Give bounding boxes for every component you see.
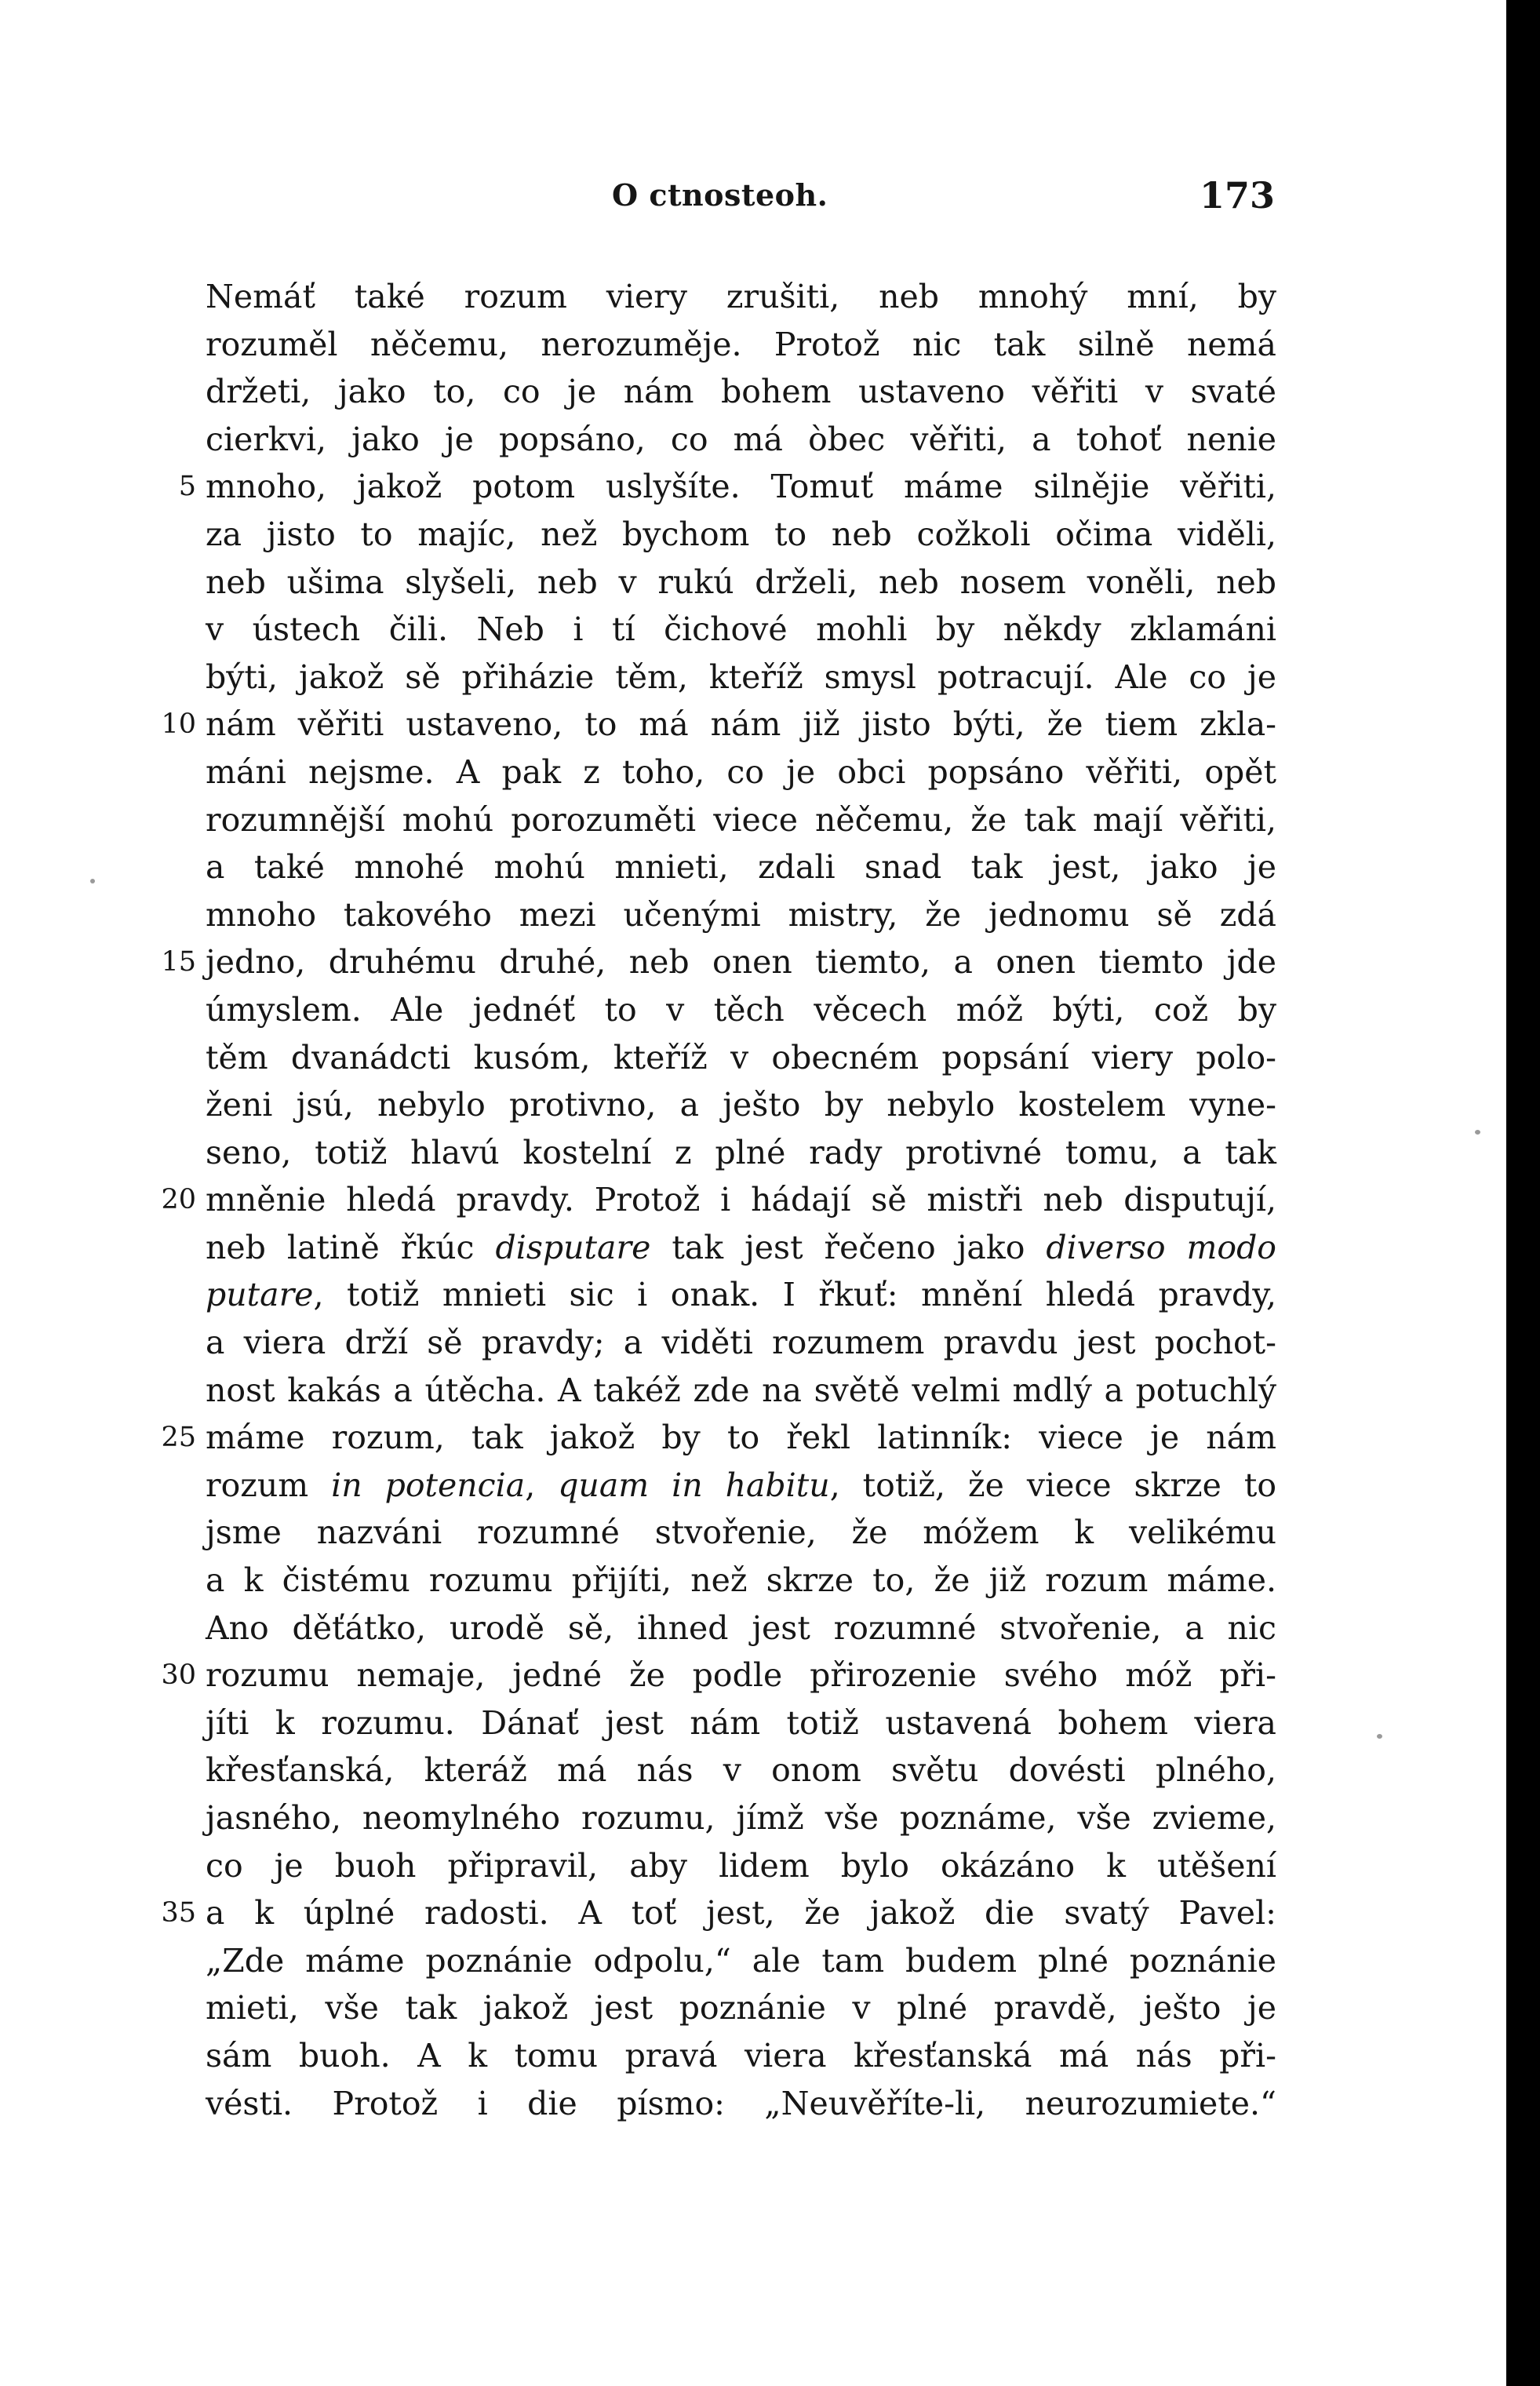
scan-speck <box>1475 1130 1480 1135</box>
text-line <box>206 1605 1276 1652</box>
text-segment: rozuměl něčemu, nerozumějе. Protož nic tak silně nemá <box>206 325 1276 363</box>
italic-segment: disputare <box>495 1228 651 1266</box>
text-segment: v ústech čili. Neb i tí čichové mohli by někdy zklamáni <box>206 610 1276 649</box>
line-text <box>206 1509 1276 1556</box>
text-segment: neb latině řkúc <box>206 1228 496 1266</box>
scan-speck <box>1377 1734 1382 1739</box>
line-text <box>206 2032 1276 2079</box>
text-segment: ženi jsú, nebylo protivno, a ješto by nebylo kostelem vyne- <box>206 1086 1276 1124</box>
line-text <box>206 1557 1276 1604</box>
text-segment: sám buoh. A k tomu pravá viera křesťanská má nás při- <box>206 2036 1276 2075</box>
text-segment: jsme nazváni rozumné stvořenie, že móžem k velikému <box>206 1514 1276 1552</box>
line-text <box>206 654 1276 701</box>
line-text <box>206 701 1276 748</box>
running-title: O ctnosteoh. <box>612 177 828 213</box>
text-line <box>206 1462 1276 1510</box>
text-segment: nám věřiti ustaveno, to má nám již jisto býti, že tiem zkla- <box>206 705 1276 744</box>
line-text <box>206 1081 1276 1128</box>
text-line <box>161 1414 1276 1462</box>
line-text <box>206 1034 1276 1081</box>
text-line <box>206 1509 1276 1557</box>
text-line <box>206 1747 1276 1794</box>
scan-speck <box>90 879 95 883</box>
text-line <box>206 654 1276 701</box>
text-line <box>206 559 1276 607</box>
text-segment: mněnie hledá pravdy. Protož i hádají sě mistři neb disputují, <box>206 1181 1276 1219</box>
text-segment: a k úplné radosti. A toť jest, že jakož die svatý Pavel: <box>206 1894 1276 1932</box>
line-text <box>206 606 1276 653</box>
text-line <box>206 1842 1276 1890</box>
line-text <box>206 1605 1276 1652</box>
line-number: 30 <box>161 1659 196 1692</box>
line-text <box>206 1129 1276 1176</box>
text-segment: mieti, vše tak jakož jest poznánie v plné pravdě, ješto je <box>206 1989 1276 2027</box>
line-text <box>206 749 1276 796</box>
text-line <box>206 1081 1276 1129</box>
line-text <box>206 416 1276 463</box>
text-segment: těm dvanádcti kusóm, kteříž v obecném popsání viery polo- <box>206 1038 1276 1076</box>
text-segment: , totiž mnieti sic i onak. I řkuť: mnění hledá pravdy, <box>313 1276 1276 1314</box>
text-segment: křesťanská, kteráž má nás v onom světu dovésti plného, <box>206 1751 1276 1790</box>
line-text <box>206 843 1276 891</box>
text-line <box>161 701 1276 749</box>
text-line <box>206 511 1276 559</box>
line-text <box>206 273 1276 320</box>
text-segment: jedno, druhému druhé, neb onen tiemto, a onen tiemto jde <box>206 943 1276 982</box>
text-segment: mnoho takového mezi učenými mistry, že jednomu sě zdá <box>206 895 1276 934</box>
text-line <box>206 891 1276 939</box>
line-text <box>206 1699 1276 1747</box>
line-text <box>206 1414 1276 1461</box>
text-line <box>161 1652 1276 1699</box>
text-segment: seno, totiž hlavú kostelní z plné rady protivné tomu, a tak <box>206 1133 1276 1171</box>
text-segment: , totiž, že viece skrze to <box>829 1466 1276 1504</box>
line-text <box>206 559 1276 606</box>
text-segment: cierkvi, jako je popsáno, co má òbec věřiti, a tohoť nenie <box>206 420 1276 458</box>
scan-border <box>1506 0 1540 2386</box>
line-text <box>206 1984 1276 2031</box>
text-segment: Ano děťátko, urodě sě, ihned jest rozumné stvořenie, a nic <box>206 1608 1276 1647</box>
text-line <box>206 368 1276 416</box>
text-segment: jíti k rozumu. Dánať jest nám totiž ustavená bohem viera <box>206 1703 1276 1742</box>
line-text <box>206 1747 1276 1794</box>
text-segment: neb ušima slyšeli, neb v rukú drželi, neb nosem voněli, neb <box>206 563 1276 601</box>
text-line <box>206 986 1276 1034</box>
italic-segment: in potencia <box>331 1466 526 1504</box>
text-segment: za jisto to majíc, než bychom to neb cožkoli očima viděli, <box>206 515 1276 553</box>
text-line <box>206 416 1276 464</box>
text-segment: „Zde máme poznánie odpolu,“ ale tam budem plné poznánie <box>206 1941 1276 1980</box>
text-line <box>206 1319 1276 1367</box>
line-text <box>206 1794 1276 1841</box>
text-line <box>206 843 1276 891</box>
line-text <box>206 938 1276 985</box>
line-text <box>206 1271 1276 1318</box>
line-text <box>206 1367 1276 1414</box>
line-text <box>206 1889 1276 1936</box>
text-line <box>206 273 1276 321</box>
text-segment: býti, jakož sě přiházie těm, kteříž smysl potracují. Ale co je <box>206 658 1276 696</box>
line-number: 20 <box>161 1184 196 1216</box>
text-segment: co je buoh připravil, aby lidem bylo okázáno k utěšení <box>206 1846 1276 1885</box>
line-text <box>206 1842 1276 1889</box>
text-line <box>206 1271 1276 1319</box>
italic-segment: quam in habitu <box>558 1466 830 1504</box>
text-segment: jasného, neomylného rozumu, jímž vše poznáme, vše zvieme, <box>206 1799 1276 1837</box>
text-line <box>161 938 1276 986</box>
line-number: 15 <box>161 946 196 978</box>
text-segment: Nemáť také rozum viery zrušiti, neb mnohý mní, by <box>206 278 1276 315</box>
line-text <box>206 1319 1276 1366</box>
page-number: 173 <box>1199 174 1275 217</box>
text-segment: a k čistému rozumu přijíti, než skrze to, že již rozum máme. <box>206 1561 1276 1600</box>
text-line <box>206 1794 1276 1842</box>
text-segment: máme rozum, tak jakož by to řekl latinník: viece je nám <box>206 1419 1276 1457</box>
text-line <box>206 1937 1276 1985</box>
running-head <box>204 174 1275 221</box>
text-segment: rozum <box>206 1466 332 1504</box>
text-segment: držeti, jako to, co je nám bohem ustaveno věřiti v svaté <box>206 373 1276 411</box>
text-segment: tak jest řečeno jako <box>650 1228 1047 1266</box>
line-number: 35 <box>161 1897 196 1929</box>
text-line <box>206 1699 1276 1747</box>
text-line <box>206 1034 1276 1082</box>
text-segment: rozumnější mohú porozuměti viece něčemu, že tak mají věřiti, <box>206 800 1276 839</box>
text-segment: a viera drží sě pravdy; a viděti rozumem pravdu jest pochot- <box>206 1324 1276 1362</box>
italic-segment: diverso modo <box>1046 1228 1276 1266</box>
text-line <box>206 749 1276 796</box>
text-line <box>161 1176 1276 1224</box>
text-segment: mnoho, jakož potom uslyšíte. Tomuť máme silnějie věřiti, <box>206 468 1276 506</box>
line-text <box>206 1937 1276 1984</box>
text-line <box>161 1889 1276 1937</box>
text-line <box>206 1367 1276 1415</box>
text-segment: a také mnohé mohú mnieti, zdali snad tak jest, jako je <box>206 848 1276 887</box>
text-line <box>206 1557 1276 1605</box>
text-line <box>206 2032 1276 2080</box>
body-text <box>161 273 1276 2127</box>
text-line <box>206 1129 1276 1177</box>
line-text <box>206 463 1276 510</box>
line-text <box>206 2080 1276 2127</box>
line-text <box>206 1224 1276 1271</box>
text-line <box>206 1224 1276 1272</box>
text-line <box>178 463 1276 511</box>
line-text <box>206 796 1276 843</box>
line-number: 5 <box>178 471 196 503</box>
line-text <box>206 986 1276 1033</box>
line-text <box>206 1462 1276 1509</box>
italic-segment: putare <box>206 1276 314 1314</box>
text-segment: vésti. Protož i die písmo: „Neuvěříte-li, neurozumiete.“ <box>206 2084 1276 2122</box>
line-text <box>206 1176 1276 1223</box>
text-segment: máni nejsme. A pak z toho, co je obci popsáno věřiti, opět <box>206 752 1276 791</box>
line-text <box>206 891 1276 938</box>
line-number: 10 <box>161 709 196 741</box>
text-segment: , <box>525 1466 559 1504</box>
text-line <box>206 796 1276 844</box>
line-text <box>206 1652 1276 1699</box>
text-segment: úmyslem. Ale jednéť to v těch věcech móž býti, což by <box>206 990 1276 1029</box>
line-number: 25 <box>161 1422 196 1454</box>
line-text <box>206 321 1276 368</box>
text-segment: nost kakás a útěcha. A takéž zde na světě velmi mdlý a potuchlý <box>206 1371 1276 1409</box>
text-segment: rozumu nemaje, jedné že podle přirozenie svého móž při- <box>206 1656 1276 1695</box>
text-line <box>206 2080 1276 2128</box>
text-line <box>206 606 1276 654</box>
text-line <box>206 1984 1276 2032</box>
line-text <box>206 511 1276 558</box>
line-text <box>206 368 1276 415</box>
text-line <box>206 321 1276 369</box>
